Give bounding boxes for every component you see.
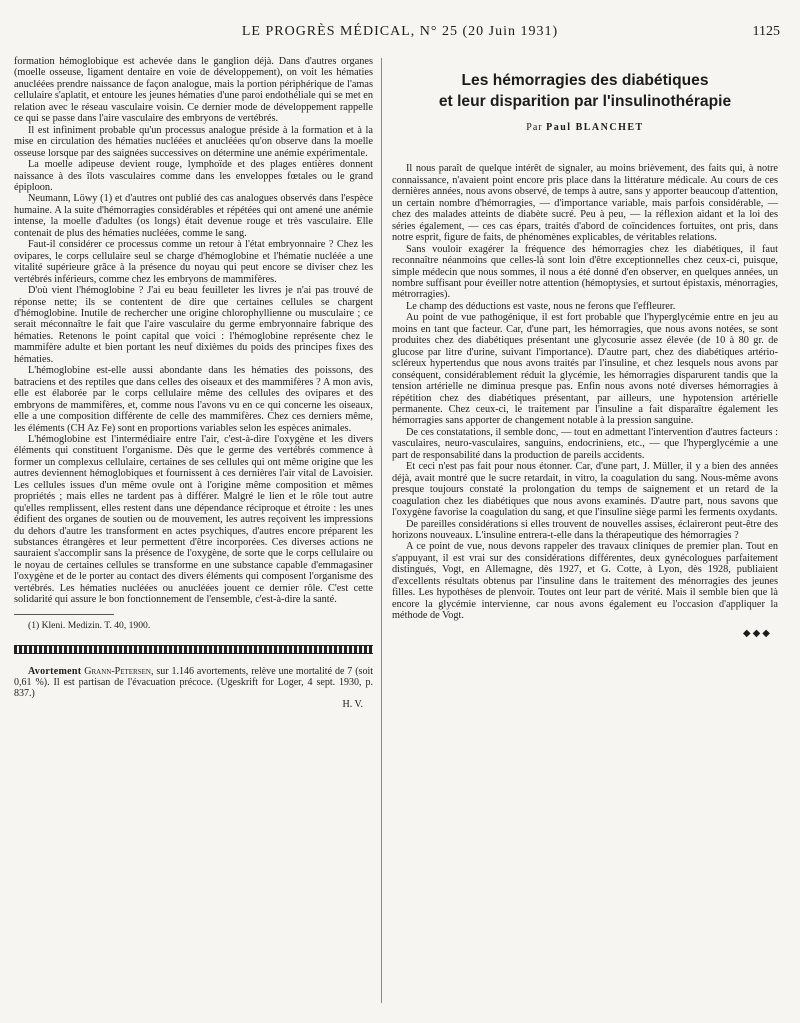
paragraph: L'hémoglobine est-elle aussi abondante dans les hématies des poissons, des batraciens et des reptiles que dans celles des oiseaux et des mammifères ? A mon avis, elle est élaborée par le corps cellulaire même des cellules des ovipares et des embryons de mammifères, et, comme nous l'avons vu en ce qui concerne les oiseaux, elle a une composition différente de celle des mammifères. Chez ces derniers même, les éléments (CH Az Fe) sont en proportions variables selon les espèces animales. [14, 365, 373, 434]
paragraph: Neumann, Löwy (1) et d'autres ont publié des cas analogues observés dans l'espèce humaine. A la suite d'hémorragies considérables et répétées qui ont amené une anémie intense, la moelle d'adultes (os longs) était devenue rouge et très vasculaire. Elle contenait de plus des hématies nucléées, comme le sang. [14, 193, 373, 239]
paragraph: Le champ des déductions est vaste, nous ne ferons que l'effleurer. [406, 300, 676, 312]
left-column [14, 56, 373, 711]
article-title-line: et leur disparition par l'insulinothérapie [438, 93, 732, 110]
paragraph: De ces constatations, il semble donc, — tout en admettant l'intervention d'autres facteurs : vasculaires, neuro-vasculaires, sanguins, endocriniens, etc., — que l'hyperglycémie a une part de responsabilité dans la production de pareils accidents. [392, 426, 778, 461]
paragraph: A ce point de vue, nous devons rappeler des travaux cliniques de premier plan. Tout en s'appuyant, il est vrai sur des considérations différentes, deux gynécologues parfaitement distingués, Vogt, en Allemagne, dès 1927, et G. Cotte, à Lyon, dès 1928, publiaient d'excellents résultats obtenus par l'insuline dans le traitement des ménorragies des jeunes filles. Les hypothèses de plenvoir. Toutes ont leur part de vérité. Mais il semble bien que là encore la glycémie intervienne, car nous avons également eu l'occasion d'appliquer la méthode de Vogt. [392, 541, 778, 622]
page-number: 1125 [752, 24, 780, 39]
byline [392, 122, 778, 133]
paragraph: Sans vouloir exagérer la fréquence des hémorragies chez les diabétiques, il faut reconnaître néanmoins que celles-là sont loin d'être exceptionnelles chez ceux-ci, puisque, simple médecin que nous sommes, il nous a été donné d'en observer, en quelques années, un nombre suffisant pour éveiller notre attention (hémoptysies, et surtout épistaxis, ménorragies, métrorragies). [392, 243, 778, 301]
byline-prefix: Par [526, 122, 543, 133]
end-ornament: ◆◆◆ [742, 627, 772, 639]
paragraph: Il est infiniment probable qu'un processus analogue préside à la formation et à la mise en circulation des hématies nucléées et anucléées qu'on observe dans la moelle osseuse lorsque par des saignées successives on détermine une anémie expérimentale. [14, 124, 373, 159]
paragraph: Au point de vue pathogénique, il est fort probable que l'hyperglycémie entre en jeu au moins en tant que facteur. Car, d'une part, les hémorragies, que nous avons notées, se sont produites chez des diabétiques présentant une glycosurie assez élevée (de 10 à 80 gr. de glucose par litre d'urine, suivant l'importance). D'autre part, chez des diabétiques artério-scléreux hypertendus que nous avons traités par l'insuline, et chez lesquels nous avons par conséquent, considérablement réduit la glycémie, les hémorragies disparurent tandis que la tension artérielle ne diminua presque pas. Enfin nous avons noté diverses hémorragies à répétition chez des diabétiques présentant, par ailleurs, une hypotension artérielle permanente. Chez ceux-ci, le traitement par l'insuline a fait disparaître également les hémorragies sans apporter de changement notable à la pression sanguine. [392, 312, 778, 427]
byline-author: Paul BLANCHET [546, 122, 644, 133]
article-title [392, 70, 778, 112]
footnote-rule [14, 614, 114, 615]
note-title: Avortement [28, 665, 82, 677]
ornament-divider [14, 645, 373, 654]
abstract-note [14, 666, 373, 700]
article-title-line: Les hémorragies des diabétiques [461, 72, 709, 89]
paragraph: formation hémoglobique est achevée dans le ganglion déjà. Dans d'autres organes (moelle osseuse, ligament dentaire en voie de développement), on voit les hématies anucléées prendre naissance de façon analogue, mais la portion périphérique de l'amas cellulaire s'aplatit, et entoure les jeunes hématies d'une paroi endothéliale qui se met en relation avec le réseau vasculaire voisin. Ce dernier mode de développement rappelle ce qui se passe dans l'aire vasculaire des embryons de vertébrés. [14, 56, 373, 125]
paragraph: Il nous paraît de quelque intérêt de signaler, au moins brièvement, des faits qui, à notre connaissance, n'avaient point encore pris place dans la littérature médicale. Au cours de ces dernières années, nous avons observé, de temps à autre, sans y apporter beaucoup d'attention, un certain nombre d'hémorragies, — d'importance variable, mais parfois considérable, — chez des malades atteints de diabète sucré. Peu à peu, — la réflexion aidant et la loi des séries également, — ces cas épars, traités d'abord de coïncidences fortuites, ont pris, dans notre esprit, figure de faits, de phénomènes explicables, de véritables relations. [392, 163, 778, 244]
paragraph: Faut-il considérer ce processus comme un retour à l'état embryonnaire ? Chez les ovipares, le corps cellulaire seul se charge d'hémoglobine et l'hématie nucléée a une vitalité supérieure grâce à la présence du noyau qui peut encore se diviser chez les vertébrés inférieurs, comme chez les embryons de mammifères. [14, 239, 373, 285]
right-column [392, 64, 778, 639]
paragraph: La moelle adipeuse devient rouge, lymphoïde et des plages entières donnent naissance à des îlots vasculaires comme dans les enveloppes fœtales ou le grand épiploon. [14, 159, 373, 193]
running-title: LE PROGRÈS MÉDICAL, N° 25 (20 Juin 1931) [241, 24, 559, 39]
column-divider [381, 58, 382, 1003]
paragraph: D'où vient l'hémoglobine ? J'ai eu beau feuilleter les livres je n'ai pas trouvé de réponse nette; ils se contentent de dire que certaines cellules se chargent d'hémoglobine. Inutile de rechercher une origine chlorophyllienne ou musculaire ; ce serait méconnaître le fait que l'aire vasculaire du germe embryonnaire fabrique des hématies. Retenons le point capital que voici : l'hémoglobine représente chez le mammifère adulte et bien portant les neuf dixièmes du poids des principes fixes des hématies. [14, 285, 373, 365]
paragraph: Et ceci n'est pas fait pour nous étonner. Car, d'une part, J. Müller, il y a bien des années déjà, avait montré que le sucre retardait, in vitro, la coagulation du sang. Nous-même avons presque toujours constaté la prolongation du temps de saignement et un retard de la coagulation chez les diabétiques que nous avons examinés. D'autre part, nous savons que l'oxygène favorise la coagulation du sang, et que l'insuline siège parmi les ferments oxydants. [392, 461, 778, 519]
note-signature: H. V. [342, 699, 363, 711]
footnote: (1) Kleni. Medizin. T. 40, 1900. [28, 619, 151, 631]
note-body: sur 1.146 avortements, relève une mortalité de 7 (soit 0,61 %). Il est partisan de l'évacuation précoce. (Ugeskrift for Loger, 4 sept. 1930, p. 837.) [14, 665, 373, 700]
note-author: Grann-Petersen, [84, 665, 154, 677]
page-header [14, 24, 786, 44]
paragraph: De pareilles considérations si elles trouvent de nouvelles assises, éclaireront peut-être des horizons nouveaux. L'insuline entrera-t-elle dans la thérapeutique des hémorragies ? [392, 518, 778, 541]
paragraph: L'hémoglobine est l'intermédiaire entre l'air, c'est-à-dire l'oxygène et les divers éléments qui constituent l'organisme. Dès que le germe des vertébrés commence à former un complexus cellulaire, certaines de ses cellules qui ont même origine que les autres deviennent hémoglobiques et fournissent à ces dernières l'air vital de Lavoisier. Les cellules issues d'un même ovule ont à l'origine même composition et mêmes propriétés ; mais elles ne tardent pas à différer. Malgré le lien et le rôle tout autre qu'elles remplissent, elles restent dans une dépendance réciproque et étroite : les unes édifient des organes de soutien ou de mouvement, les autres reçoivent les impressions du dehors d'autre les transforment en actes psychiques, d'autres encore préparent les substances étrangères et leur permettent d'être incorporées. Ces diverses actions ne sauraient s'accomplir sans la présence de l'oxygène, de sorte que le corps cellulaire ou le noyau de certaines cellules se transforme en une substance capable d'emmagasiner l'oxygène et de le porter au contact des divers éléments qui composent l'organisme des vertébrés. Les hématies nucléées ou anucléées jouent ce dernier rôle. C'est cette solidarité qui assure le bon fonctionnement de l'ensemble, c'est-à-dire la santé. [14, 433, 373, 606]
